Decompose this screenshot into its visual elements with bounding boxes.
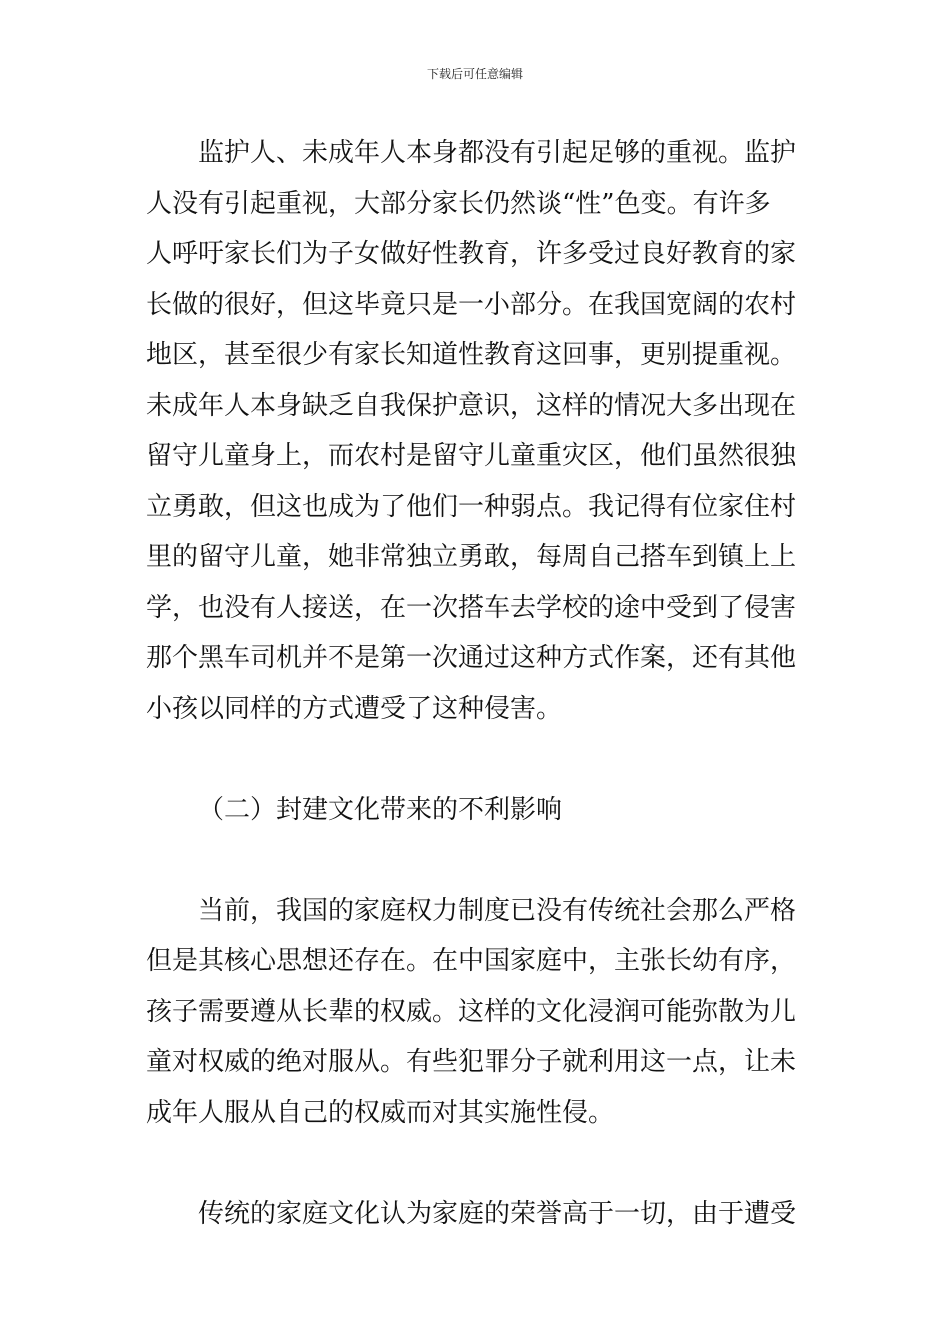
header-note: 下载后可任意编辑 bbox=[426, 67, 523, 81]
section-heading bbox=[146, 785, 810, 836]
paragraph-gap bbox=[146, 835, 810, 886]
paragraph-gap bbox=[146, 1138, 810, 1189]
paragraph bbox=[146, 886, 810, 1139]
text-line: 那个黑车司机并不是第一次通过这种方式作案，还有其他 bbox=[146, 643, 797, 673]
text-line: 童对权威的绝对服从。有些犯罪分子就利用这一点，让未 bbox=[146, 1047, 797, 1077]
text-line: 留守儿童身上，而农村是留守儿童重灾区，他们虽然很独 bbox=[146, 441, 797, 471]
document-body bbox=[146, 128, 810, 1239]
text-line: 人没有引起重视，大部分家长仍然谈“性”色变。有许多 bbox=[146, 188, 771, 219]
text-line: 未成年人本身缺乏自我保护意识，这样的情况大多出现在 bbox=[146, 390, 797, 421]
text-line: 人呼吁家长们为子女做好性教育，许多受过良好教育的家 bbox=[146, 239, 797, 269]
text-line: 但是其核心思想还存在。在中国家庭中，主张长幼有序， bbox=[146, 946, 797, 976]
text-line: 长做的很好，但这毕竟只是一小部分。在我国宽阔的农村 bbox=[146, 289, 797, 320]
text-line: 成年人服从自己的权威而对其实施性侵。 bbox=[146, 1097, 615, 1128]
text-line: 地区，甚至很少有家长知道性教育这回事，更别提重视。 bbox=[146, 340, 797, 370]
text-line: 传统的家庭文化认为家庭的荣誉高于一切，由于遭受 bbox=[198, 1198, 797, 1229]
text-line: 里的留守儿童，她非常独立勇敢，每周自己搭车到镇上上 bbox=[146, 542, 797, 572]
text-line: 孩子需要遵从长辈的权威。这样的文化浸润可能弥散为儿 bbox=[146, 996, 797, 1027]
paragraph bbox=[146, 128, 810, 734]
text-line: 监护人、未成年人本身都没有引起足够的重视。监护 bbox=[198, 138, 797, 168]
text-line: 立勇敢，但这也成为了他们一种弱点。我记得有位家住村 bbox=[146, 491, 797, 522]
paragraph-gap bbox=[146, 734, 810, 785]
paragraph bbox=[146, 1189, 810, 1240]
text-line: 小孩以同样的方式遭受了这种侵害。 bbox=[146, 693, 563, 724]
text-line: 学，也没有人接送，在一次搭车去学校的途中受到了侵害 bbox=[146, 592, 797, 623]
text-line: 当前，我国的家庭权力制度已没有传统社会那么严格 bbox=[198, 895, 797, 926]
section-heading-text: （二）封建文化带来的不利影响 bbox=[198, 794, 563, 825]
